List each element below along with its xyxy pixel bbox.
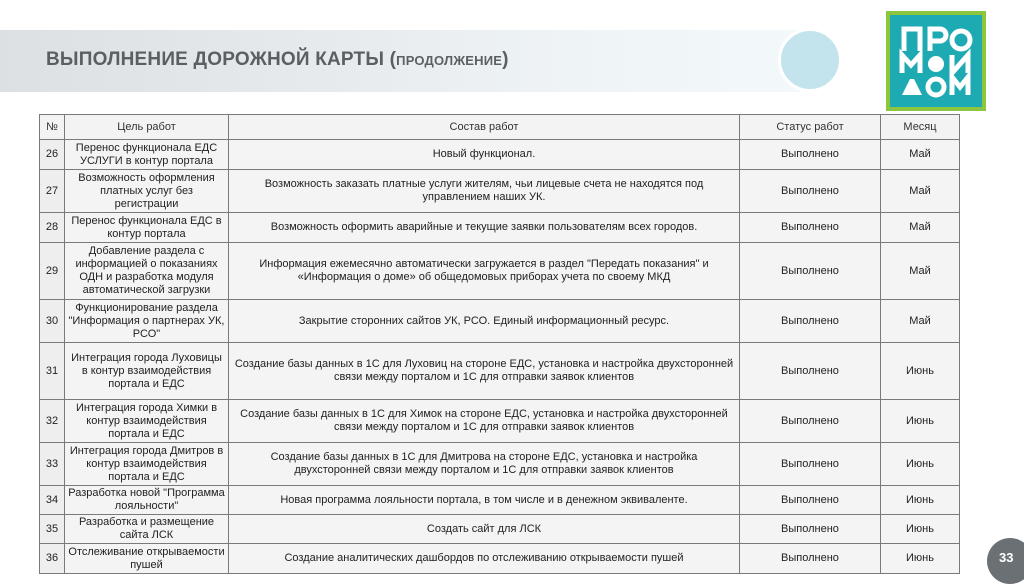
row-month: Май <box>881 243 960 300</box>
slide-title <box>46 49 509 71</box>
row-month: Май <box>881 300 960 343</box>
row-goal: Разработка и размещение сайта ЛСК <box>65 515 229 544</box>
row-status: Выполнено <box>740 170 881 213</box>
row-goal: Добавление раздела с информацией о показаниях ОДН и разработка модуля автоматической загрузки <box>65 243 229 300</box>
page-number: 33 <box>999 550 1014 565</box>
row-number: 26 <box>40 140 65 170</box>
row-work: Информация ежемесячно автоматически загружается в раздел "Передать показания" и «Информация о доме» об общедомовых приборах учета по своему МКД <box>229 243 740 300</box>
table-row <box>40 486 960 515</box>
header-month: Месяц <box>881 115 960 140</box>
row-number: 31 <box>40 343 65 400</box>
table-row <box>40 170 960 213</box>
row-work: Возможность оформить аварийные и текущие заявки пользователям всех городов. <box>229 213 740 243</box>
row-work: Создание базы данных в 1С для Химок на стороне ЕДС, установка и настройка двухсторонней связи между порталом и 1С для отправки заявок клиентов <box>229 400 740 443</box>
title-close: ) <box>502 49 509 70</box>
row-month: Июнь <box>881 443 960 486</box>
row-goal: Функционирование раздела "Информация о партнерах УК, РСО" <box>65 300 229 343</box>
table-row <box>40 343 960 400</box>
header-status: Статус работ <box>740 115 881 140</box>
row-goal: Перенос функционала ЕДС в контур портала <box>65 213 229 243</box>
row-month: Май <box>881 170 960 213</box>
row-month: Июнь <box>881 343 960 400</box>
table-row <box>40 300 960 343</box>
table-row <box>40 544 960 574</box>
table-row <box>40 213 960 243</box>
title-main: ВЫПОЛНЕНИЕ ДОРОЖНОЙ КАРТЫ ( <box>46 49 397 70</box>
logo-glyphs-icon <box>890 15 982 107</box>
row-status: Выполнено <box>740 300 881 343</box>
row-status: Выполнено <box>740 443 881 486</box>
row-work: Новый функционал. <box>229 140 740 170</box>
row-work: Создание базы данных в 1С для Луховиц на стороне ЕДС, установка и настройка двухсторонней связи между порталом и 1С для отправки заявок клиентов <box>229 343 740 400</box>
table-header-row <box>40 115 960 140</box>
row-work: Создание базы данных в 1С для Дмитрова на стороне ЕДС, установка и настройка двухсторонней связи между порталом и 1С для отправки заявок клиентов <box>229 443 740 486</box>
row-month: Июнь <box>881 515 960 544</box>
title-subtitle: ПРОДОЛЖЕНИЕ <box>396 53 503 68</box>
row-goal: Возможность оформления платных услуг без регистрации <box>65 170 229 213</box>
table-row <box>40 140 960 170</box>
header-goal: Цель работ <box>65 115 229 140</box>
row-work: Новая программа лояльности портала, в том числе и в денежном эквиваленте. <box>229 486 740 515</box>
row-status: Выполнено <box>740 140 881 170</box>
row-number: 30 <box>40 300 65 343</box>
row-number: 28 <box>40 213 65 243</box>
row-goal: Интеграция города Дмитров в контур взаимодействия портала и ЕДС <box>65 443 229 486</box>
table-row <box>40 515 960 544</box>
row-goal: Интеграция города Химки в контур взаимодействия портала и ЕДС <box>65 400 229 443</box>
row-work: Возможность заказать платные услуги жителям, чьи лицевые счета не находятся под управлением наших УК. <box>229 170 740 213</box>
row-goal: Перенос функционала ЕДС УСЛУГИ в контур портала <box>65 140 229 170</box>
row-status: Выполнено <box>740 515 881 544</box>
row-month: Июнь <box>881 400 960 443</box>
header-number: № <box>40 115 65 140</box>
row-status: Выполнено <box>740 400 881 443</box>
row-work: Создать сайт для ЛСК <box>229 515 740 544</box>
row-status: Выполнено <box>740 243 881 300</box>
row-status: Выполнено <box>740 486 881 515</box>
row-month: Июнь <box>881 486 960 515</box>
row-status: Выполнено <box>740 213 881 243</box>
roadmap-table <box>39 114 960 574</box>
page-number-badge <box>987 538 1024 584</box>
row-status: Выполнено <box>740 544 881 574</box>
row-number: 36 <box>40 544 65 574</box>
logo-pro-moi-dom <box>886 11 986 111</box>
row-month: Май <box>881 213 960 243</box>
row-status: Выполнено <box>740 343 881 400</box>
header-work: Состав работ <box>229 115 740 140</box>
row-number: 29 <box>40 243 65 300</box>
row-goal: Интеграция города Луховицы в контур взаимодействия портала и ЕДС <box>65 343 229 400</box>
row-work: Закрытие сторонних сайтов УК, РСО. Единый информационный ресурс. <box>229 300 740 343</box>
table-row <box>40 243 960 300</box>
row-work: Создание аналитических дашбордов по отслеживанию открываемости пушей <box>229 544 740 574</box>
row-month: Июнь <box>881 544 960 574</box>
row-goal: Отслеживание открываемости пушей <box>65 544 229 574</box>
table-row <box>40 443 960 486</box>
row-number: 27 <box>40 170 65 213</box>
row-number: 32 <box>40 400 65 443</box>
row-goal: Разработка новой "Программа лояльности" <box>65 486 229 515</box>
row-month: Май <box>881 140 960 170</box>
row-number: 35 <box>40 515 65 544</box>
decorative-circle <box>778 28 842 92</box>
row-number: 34 <box>40 486 65 515</box>
row-number: 33 <box>40 443 65 486</box>
table-row <box>40 400 960 443</box>
